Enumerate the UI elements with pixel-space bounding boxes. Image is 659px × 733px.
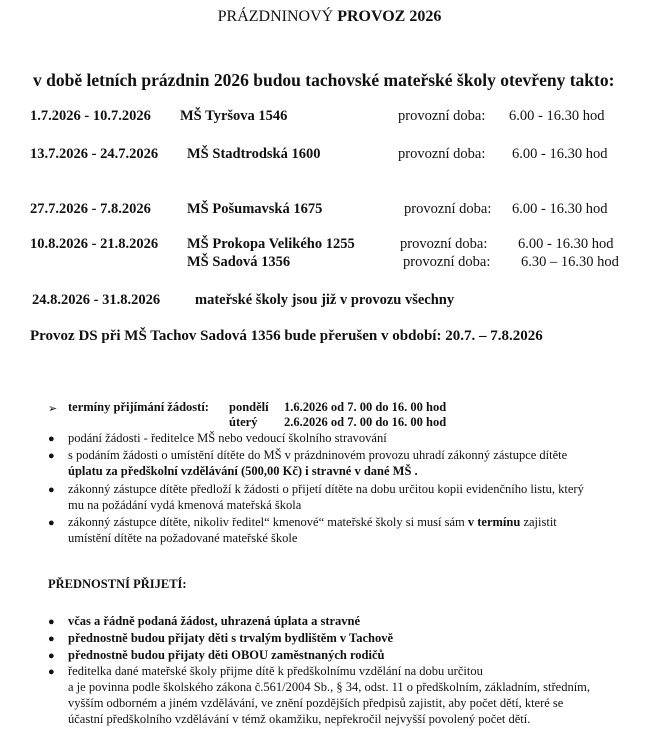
schedule-hours: 6.30 – 16.30 hod [521,254,619,270]
priority-item-cont: vyšším odborném a jiném vzdělávání, ve znění pozdějších předpisů zajistit, aby počet dětí, které se [68,696,564,710]
schedule-dates: 1.7.2026 - 10.7.2026 [30,108,151,124]
info-item-cont: umístění dítěte na požadované mateřské škole [68,531,298,545]
schedule-school: MŠ Tyršova 1546 [180,108,288,124]
schedule-hours-label: provozní doba: [398,146,486,162]
schedule-school: MŠ Sadová 1356 [187,254,291,270]
schedule-dates: 10.8.2026 - 21.8.2026 [30,236,159,252]
title-normal: PRÁZDNINOVÝ [217,8,334,25]
bullet-icon: ● [48,650,55,662]
info-item-cont: mu na požádání vydá kmenová mateřská škola [68,498,302,512]
info-item-fee: úplatu za předškolní vzdělávání (500,00 Kč) i stravné v dané MŠ . [68,464,418,478]
arrow-bullet-icon: ➢ [48,403,58,415]
info-item-text: zajistit [523,515,557,529]
info-item: zákonný zástupce dítěte předloží k žádosti o přijetí dítěte na dobu určitou kopii evidenčního listu, který [68,482,584,496]
priority-item: včas a řádně podaná žádost, uhrazená úplata a stravné [68,614,361,628]
title-bold: PROVOZ 2026 [337,8,442,25]
schedule-school: MŠ Prokopa Velikého 1255 [187,236,355,252]
all-open-text: mateřské školy jsou již v provozu všechny [195,292,455,308]
schedule-hours-label: provozní doba: [404,201,492,217]
applications-label: termíny přijímání žádostí: [68,400,209,414]
schedule-hours-label: provozní doba: [398,108,486,124]
bullet-icon: ● [48,616,55,628]
bullet-icon: ● [48,484,55,496]
priority-item-cont: účastní předškolního vzdělávání v témž okamžiku, nepřekročil nejvyšší povolený počet dětí. [68,712,531,726]
document-title [0,8,659,26]
info-item: podání žádosti - ředitelce MŠ nebo vedoucí školního stravování [68,431,387,445]
bullet-icon: ● [48,450,55,462]
schedule-school: MŠ Pošumavská 1675 [187,201,323,217]
info-item-text: zákonný zástupce dítěte, nikoliv ředitel“ kmenové“ mateřské školy si musí sám [68,515,465,529]
schedule-hours-label: provozní doba: [400,236,488,252]
application-time: 1.6.2026 od 7. 00 do 16. 00 hod [284,400,447,414]
schedule-hours: 6.00 - 16.30 hod [512,201,608,217]
bullet-icon: ● [48,633,55,645]
bullet-icon: ● [48,666,55,678]
schedule-hours: 6.00 - 16.30 hod [509,108,605,124]
priority-item: ředitelka dané mateřské školy přijme dítě k předškolnímu vzdělání na dobu určitou [68,664,483,678]
priority-item-cont: a je povinna podle školského zákona č.561/2004 Sb., § 34, odst. 11 o předškolním, základním, středním, [68,680,591,694]
schedule-school: MŠ Stadtrodská 1600 [187,146,321,162]
schedule-dates: 13.7.2026 - 24.7.2026 [30,146,159,162]
info-item: s podáním žádosti o umístění dítěte do MŠ v prázdninovém provozu uhradí zákonný zástupce dítěte [68,448,568,462]
schedule-hours: 6.00 - 16.30 hod [512,146,608,162]
priority-item: přednostně budou přijaty děti OBOU zaměstnaných rodičů [68,648,385,662]
application-day: pondělí [229,400,269,414]
bullet-icon: ● [48,517,55,529]
all-open-dates: 24.8.2026 - 31.8.2026 [32,292,161,308]
priority-item: přednostně budou přijaty děti s trvalým bydlištěm v Tachově [68,631,394,645]
info-item [68,515,557,530]
subtitle: v době letních prázdnin 2026 budou tachovské mateřské školy otevřeny takto: [33,70,615,90]
info-item-emph: v termínu [467,515,521,529]
schedule-dates: 27.7.2026 - 7.8.2026 [30,201,151,217]
priority-heading: PŘEDNOSTNÍ PŘIJETÍ: [48,577,187,591]
bullet-icon: ● [48,433,55,445]
schedule-hours: 6.00 - 16.30 hod [518,236,614,252]
application-time: 2.6.2026 od 7. 00 do 16. 00 hod [284,415,447,429]
ds-notice: Provoz DS při MŠ Tachov Sadová 1356 bude přerušen v období: 20.7. – 7.8.2026 [30,328,543,344]
schedule-hours-label: provozní doba: [403,254,491,270]
application-day: úterý [229,415,258,429]
